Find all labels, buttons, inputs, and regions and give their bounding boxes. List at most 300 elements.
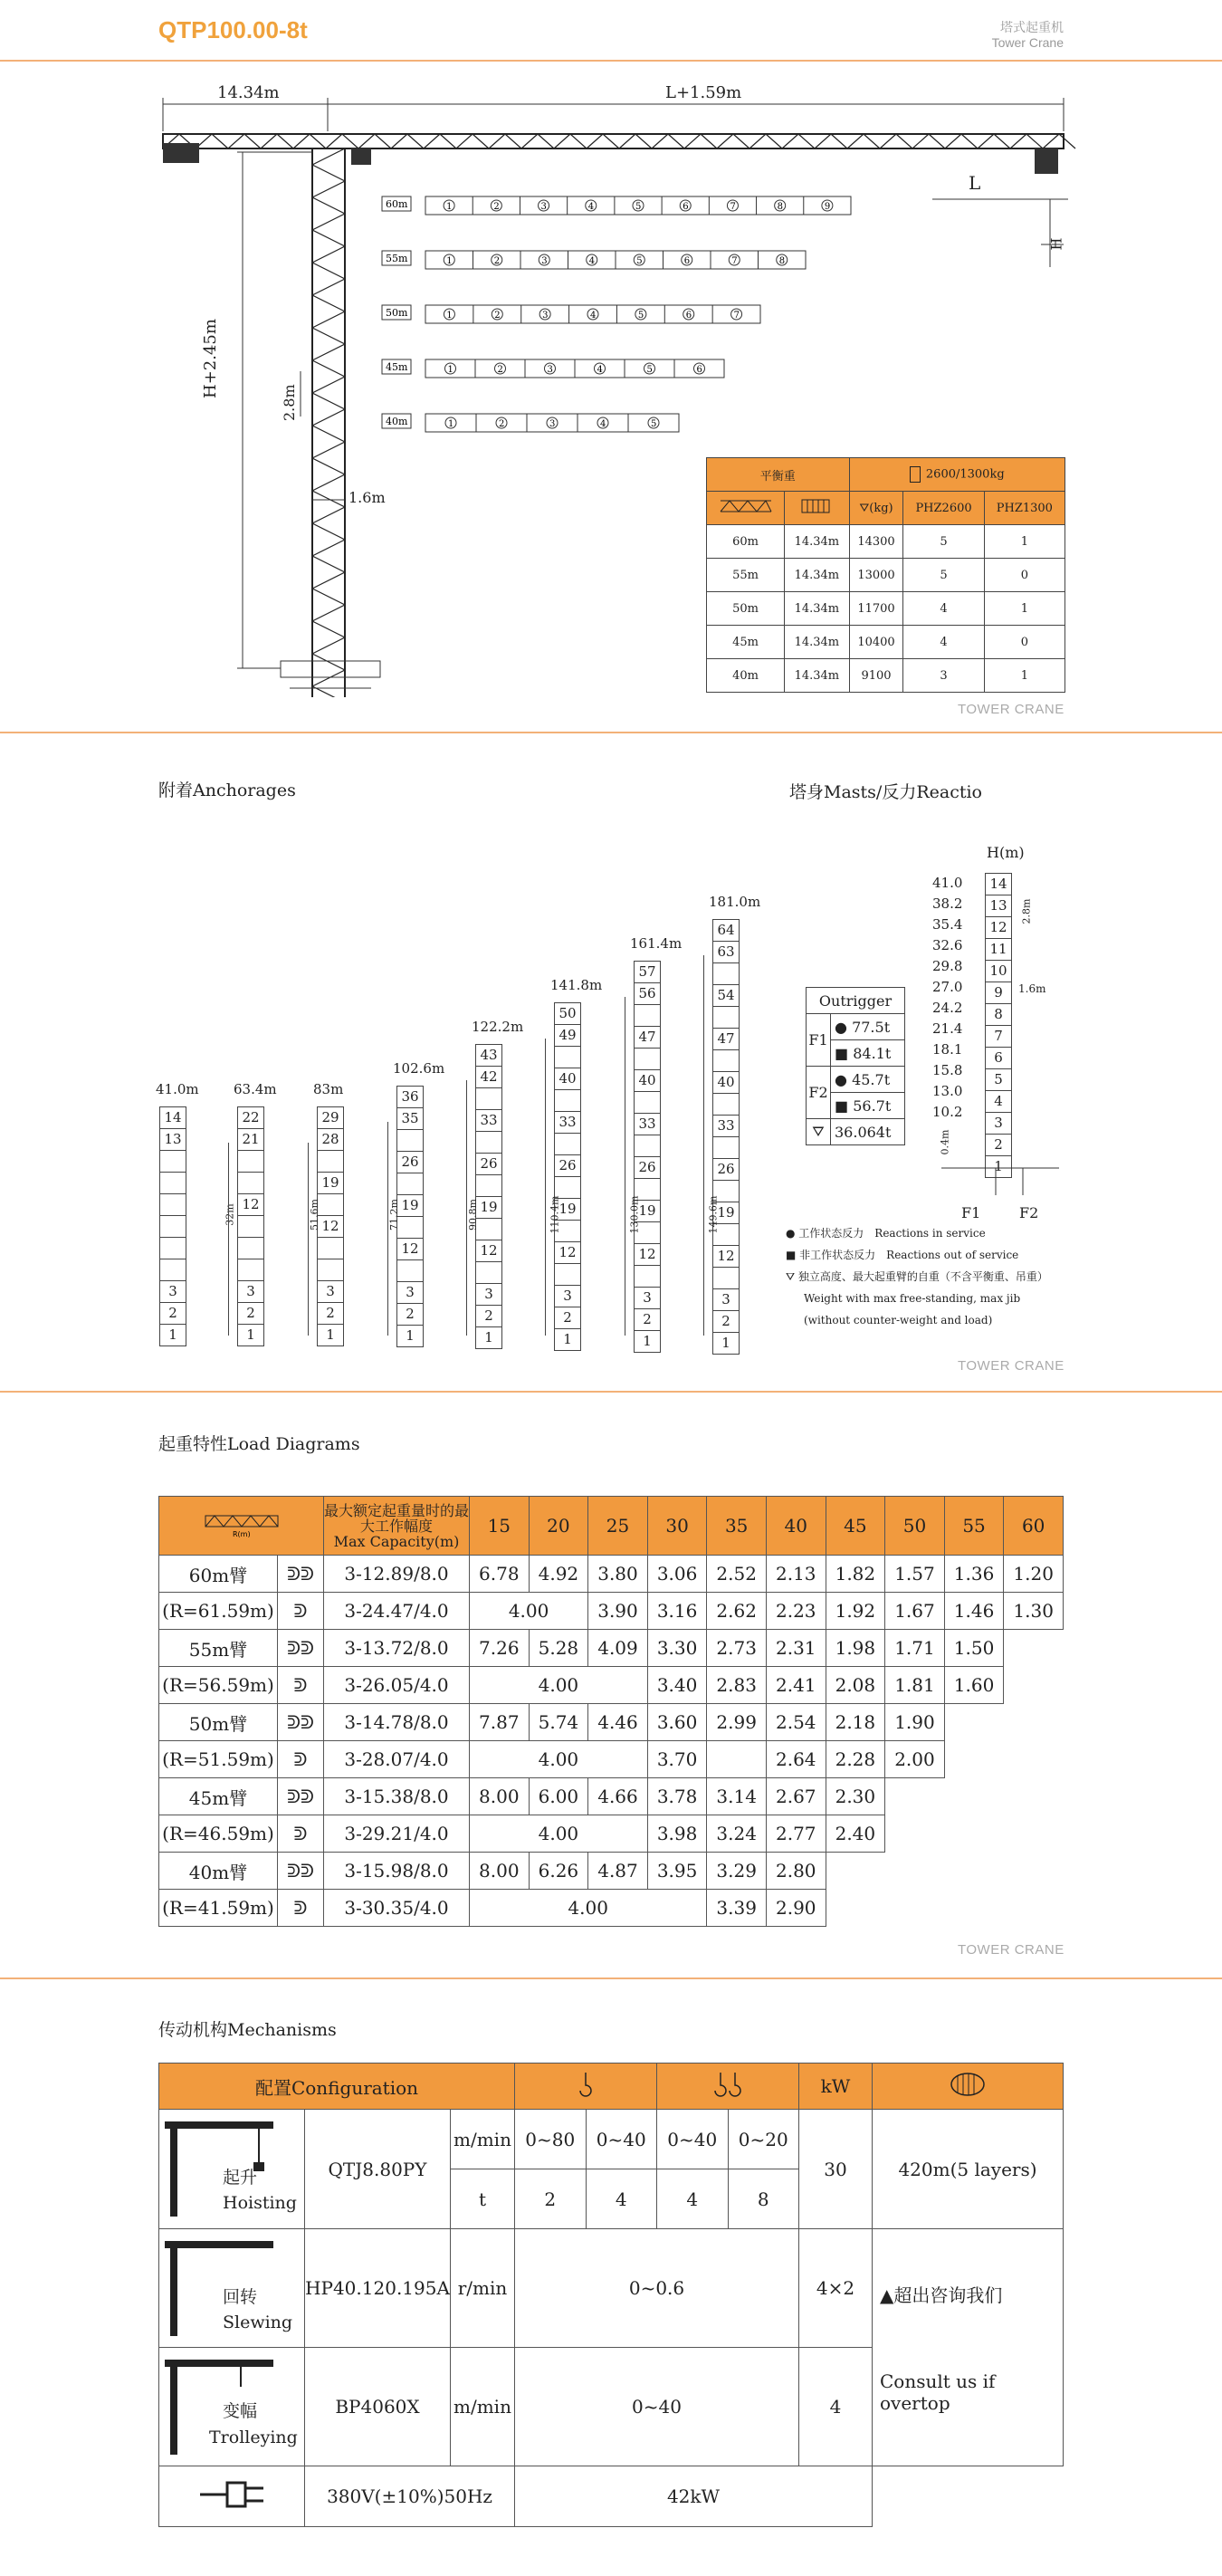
max-capacity: 3-15.38/8.0 [324,1778,470,1815]
out-service-icon: ■ [835,1096,849,1115]
jib-length-label: 50m [386,307,408,319]
cwt-head-weight: 2600/1300kg [849,458,1064,492]
load-value: 1.92 [826,1593,885,1630]
mast-section: 3 [986,1113,1011,1135]
anchor-dimension: 149.6m [707,1195,720,1234]
mast-section: 28 [318,1129,343,1151]
jib-config-1 [382,251,806,269]
mast-height-value: 18.1 [932,1041,963,1058]
mast-section: 6 [986,1048,1011,1069]
mast-section: 2 [160,1303,186,1325]
empty-cell [944,1890,1004,1927]
mast-section: 47 [635,1027,660,1049]
cwt-cell: 14300 [849,525,903,559]
anchor-dimension: 32m [224,1203,236,1226]
cwt-cell: 14.34m [785,559,849,592]
mast-section: 13 [986,895,1011,917]
cwt-cell: 0 [984,626,1064,659]
load-value: 2.31 [766,1630,826,1667]
mast-section [476,1175,501,1197]
mast-section: 36 [397,1087,423,1108]
hoist-load-2: 4 [586,2169,657,2229]
empty-cell [826,1890,885,1927]
anchor-column [554,1002,581,1351]
mast-section [397,1173,423,1195]
hoist-speed-4: 0~20 [728,2110,799,2169]
dim-H: H [1047,237,1065,251]
empty-cell [885,1890,945,1927]
load-value: 2.62 [707,1593,767,1630]
load-jib-icon [159,1497,324,1556]
mast-section: 8 [986,1004,1011,1026]
jib-section-number: 5 [651,419,657,429]
mast-section [635,1049,660,1070]
single-hook-icon: ᕲ [278,1667,324,1704]
double-hook-icon [657,2064,799,2110]
mast-section: 3 [476,1284,501,1306]
mast-section [555,1134,580,1155]
mast-section: 12 [635,1244,660,1266]
load-value: 2.52 [707,1556,767,1593]
jib-section-number: 4 [590,311,597,321]
mast-section: 40 [713,1072,739,1094]
mast-height-value: 21.4 [932,1020,963,1037]
radius-header: 40 [766,1497,826,1556]
double-hook-icon: ᕲᕲ [278,1630,324,1667]
load-value: 4.09 [588,1630,648,1667]
legend-self-weight-note: (without counter-weight and load) [804,1314,993,1326]
mast-section: 1 [994,1158,1003,1174]
mast-dim-2-8: 2.8m [1020,898,1033,924]
load-value: 3.60 [647,1704,707,1741]
mast-section: 3 [635,1288,660,1309]
mast-section: 3 [160,1281,186,1303]
cwt-row [707,592,1065,626]
mast-section: 33 [476,1110,501,1132]
empty-cell [826,1853,885,1890]
hoist-load-3: 4 [657,2169,729,2229]
mast-section: 3 [713,1289,739,1311]
outrigger-f2-in: ● 45.7t [831,1067,905,1093]
mast-section [635,1092,660,1114]
masts-title: 塔身Masts/反力Reactio [789,782,982,802]
hoist-model: QTJ8.80PY [305,2110,451,2229]
mast-section [713,1007,739,1029]
mast-section [318,1238,343,1259]
legend-in-service: ● 工作状态反力 Reactions in service [786,1227,986,1240]
mast-section: 2 [397,1304,423,1326]
anchor-column [712,919,740,1355]
mast-section: 40 [635,1070,660,1092]
single-hook-icon [515,2064,657,2110]
anchor-dimension: 51.6m [308,1199,320,1231]
divider [0,1977,1222,1979]
jib-section-number: 3 [542,311,549,321]
mast-section [160,1173,186,1194]
mast-dim-1-6: 1.6m [1018,982,1046,995]
mast-section: 11 [986,939,1011,961]
load-value: 1.50 [944,1630,1004,1667]
in-service-icon: ● [835,1070,847,1088]
mast-section [160,1259,186,1281]
mast-section: 19 [318,1173,343,1194]
outrigger-f1-out: ■ 84.1t [831,1040,905,1067]
jib-name: 60m臂 [159,1556,278,1593]
anchor-dimension-line [308,1143,309,1336]
mast-base [941,1141,1068,1204]
load-value-span: 4.00 [470,1593,588,1630]
mast-section [238,1216,263,1238]
load-value: 3.16 [647,1593,707,1630]
mast-section: 5 [986,1069,1011,1091]
load-value: 1.98 [826,1630,885,1667]
mast-head-label: H(m) [987,844,1025,861]
jib-section-number: 4 [588,256,596,266]
outrigger-table [806,987,905,1145]
radius-header: 20 [529,1497,588,1556]
empty-cell [1004,1630,1064,1667]
jib-section-number: 3 [541,256,548,266]
mast-height-value: 38.2 [932,895,963,912]
mast-section: 33 [635,1114,660,1135]
load-row [159,1593,1064,1630]
power-total: 42kW [515,2466,873,2527]
jib-section-number: 3 [540,202,547,212]
radius-header: 30 [647,1497,707,1556]
cwt-sub-phz1300: PHZ1300 [984,492,1064,525]
empty-cell [944,1778,1004,1815]
double-hook-icon: ᕲᕲ [278,1704,324,1741]
cwt-row [707,525,1065,559]
load-value: 3.30 [647,1630,707,1667]
cwt-cell: 0 [984,559,1064,592]
cwt-row [707,626,1065,659]
load-value: 2.00 [885,1741,945,1778]
footer-label: TOWER CRANE [958,1358,1064,1374]
double-hook-icon: ᕲᕲ [278,1853,324,1890]
jib-section-number: 5 [635,202,642,212]
load-value: 3.39 [707,1890,767,1927]
load-value: 1.90 [885,1704,945,1741]
cwt-cell: 1 [984,525,1064,559]
load-value: 2.28 [826,1741,885,1778]
divider [0,60,1222,62]
load-value: 1.81 [885,1667,945,1704]
divider [0,1391,1222,1393]
jib-section-number: 6 [685,311,692,321]
empty-cell [944,1704,1004,1741]
mast-section: 3 [238,1281,263,1303]
mast-section: 12 [713,1246,739,1268]
mast-section: 1 [721,1335,730,1351]
mast-section: 49 [555,1025,580,1047]
load-value: 2.67 [766,1778,826,1815]
mast-section: 12 [555,1242,580,1264]
mast-section: 43 [476,1045,501,1067]
mast-section: 2 [635,1309,660,1331]
cwt-cell: 50m [707,592,785,626]
mast-section: 3 [397,1282,423,1304]
hoist-speed-1: 0~80 [515,2110,587,2169]
hoist-unit-load: t [451,2169,515,2229]
jib-section-number: 8 [778,256,786,266]
mast-height-value: 10.2 [932,1104,963,1120]
mast-section [160,1238,186,1259]
jib-config-2 [382,305,760,323]
jib-section-number: 3 [547,365,553,375]
anchor-dimension-line [703,955,704,1336]
cwt-cell: 4 [903,626,984,659]
cwt-cell: 14.34m [785,592,849,626]
mast-section: 14 [986,874,1011,895]
hoist-kw: 30 [799,2110,873,2229]
jib-name: 45m臂 [159,1778,278,1815]
radius-header: 55 [944,1497,1004,1556]
trolleying-cell: 变幅 Trolleying [159,2348,305,2466]
jib-radius: (R=41.59m) [159,1890,278,1927]
max-capacity: 3-29.21/4.0 [324,1815,470,1853]
jib-section-number: 2 [497,365,503,375]
jib-section-number: 1 [446,256,453,266]
mast-section [713,1268,739,1289]
mast-section: 12 [476,1240,501,1262]
cwt-cell: 45m [707,626,785,659]
cwt-row [707,659,1065,693]
jib-radius: (R=61.59m) [159,1593,278,1630]
load-value: 2.80 [766,1853,826,1890]
jib-section-number: 9 [824,202,831,212]
double-hook-icon: ᕲᕲ [278,1778,324,1815]
anchor-column [159,1106,186,1346]
mast-section [476,1132,501,1154]
anchor-dimension: 71.2m [387,1199,400,1231]
f2-label: F2 [1019,1204,1039,1221]
load-value: 2.18 [826,1704,885,1741]
header-category [992,20,1064,51]
load-value: 2.90 [766,1890,826,1927]
troll-model: BP4060X [305,2348,451,2466]
empty-cell [885,1778,945,1815]
mast-section [476,1219,501,1240]
load-value: 2.73 [707,1630,767,1667]
mast-section: 33 [555,1112,580,1134]
slew-model: HP40.120.195A [305,2229,451,2348]
footer-label: TOWER CRANE [958,1942,1064,1958]
load-value [707,1741,767,1778]
outrigger-f1-in: ● 77.5t [831,1014,905,1040]
jib-section-number: 8 [777,202,784,212]
anchor-column [634,961,661,1353]
empty-cell [885,1853,945,1890]
jib-truss-icon [707,492,785,525]
jib-radius: (R=51.59m) [159,1741,278,1778]
mast-section: 1 [484,1329,493,1345]
anchor-column [317,1106,344,1346]
outrigger-f2-out: ■ 56.7t [831,1093,905,1119]
max-capacity: 3-26.05/4.0 [324,1667,470,1704]
hoist-speed-2: 0~40 [586,2110,657,2169]
load-jib-r-label: R(m) [232,1529,251,1537]
cwt-cell: 10400 [849,626,903,659]
mast-section: 26 [476,1154,501,1175]
mast-section [555,1047,580,1068]
hoisting-cell: 起升 Hoisting [159,2110,305,2229]
load-row [159,1778,1064,1815]
cwt-sub-phz2600: PHZ2600 [903,492,984,525]
jib-section-number: 2 [493,202,500,212]
jib-section-number: 7 [733,311,740,321]
load-value: 6.26 [529,1853,588,1890]
hoist-speed-3: 0~40 [657,2110,729,2169]
slew-kw: 4×2 [799,2229,873,2348]
legend-self-weight-en: Weight with max free-standing, max jib [804,1292,1021,1305]
load-value: 1.46 [944,1593,1004,1630]
mast-section: 57 [635,962,660,983]
load-value: 1.71 [885,1630,945,1667]
mast-section [160,1194,186,1216]
hoist-unit-speed: m/min [451,2110,515,2169]
mast-section: 21 [238,1129,263,1151]
max-capacity: 3-24.47/4.0 [324,1593,470,1630]
load-value: 2.30 [826,1778,885,1815]
load-table [158,1496,1064,1927]
load-value: 3.14 [707,1778,767,1815]
cwt-cell: 13000 [849,559,903,592]
mast-height-value: 27.0 [932,979,963,995]
empty-cell [885,1815,945,1853]
counterjib-icon [785,492,849,525]
load-value: 3.98 [647,1815,707,1853]
jib-section-number: 7 [731,256,738,266]
dim-2-8: 2.8m [281,384,298,421]
load-row [159,1667,1064,1704]
load-value: 3.70 [647,1741,707,1778]
mast-section: 54 [713,985,739,1007]
mast-section: 19 [476,1197,501,1219]
mast-section: 2 [555,1307,580,1329]
empty-cell [1004,1704,1064,1741]
legend-out-service: ■ 非工作状态反力 Reactions out of service [786,1249,1019,1261]
jib-section-number: 6 [683,202,689,212]
cwt-cell: 5 [903,525,984,559]
mast-height-value: 15.8 [932,1062,963,1078]
jib-config-0 [382,196,851,215]
jib-radius: (R=56.59m) [159,1667,278,1704]
jib-section-number: 1 [447,365,453,375]
slew-speed: 0~0.6 [515,2229,799,2348]
double-hook-icon: ᕲᕲ [278,1556,324,1593]
jib-section-number: 1 [446,202,453,212]
mast-section: 26 [635,1157,660,1179]
mast-height-value: 35.4 [932,916,963,933]
load-value: 3.24 [707,1815,767,1853]
load-row [159,1704,1064,1741]
load-value-span: 4.00 [470,1667,648,1704]
mast-section: 12 [397,1239,423,1260]
load-value: 8.00 [470,1778,530,1815]
load-value: 4.87 [588,1853,648,1890]
radius-header: 25 [588,1497,648,1556]
mast-section: 12 [318,1216,343,1238]
jib-section-number: 5 [637,311,644,321]
weight-block-icon [910,466,921,483]
mast-section [397,1217,423,1239]
divider [0,732,1222,733]
cwt-cell: 14.34m [785,626,849,659]
mast-section: 2 [713,1311,739,1333]
mast-section [160,1151,186,1173]
anchor-column [237,1106,264,1346]
max-capacity: 3-12.89/8.0 [324,1556,470,1593]
anchor-column-height: 141.8m [550,977,603,993]
mast-section: 64 [713,920,739,942]
mast-section: 33 [713,1116,739,1137]
load-value: 3.40 [647,1667,707,1704]
cwt-cell: 55m [707,559,785,592]
load-row [159,1741,1064,1778]
dim-L: L [969,172,981,194]
max-capacity: 3-30.35/4.0 [324,1890,470,1927]
load-value-span: 4.00 [470,1815,648,1853]
mast-section: 2 [476,1306,501,1327]
load-title: 起重特性Load Diagrams [158,1434,360,1454]
load-value: 2.99 [707,1704,767,1741]
mast-section [713,963,739,985]
mast-section: 56 [635,983,660,1005]
mast-section [318,1259,343,1281]
load-value: 4.92 [529,1556,588,1593]
mast-section: 26 [555,1155,580,1177]
jib-section-number: 7 [730,202,736,212]
load-value: 2.54 [766,1704,826,1741]
anchor-dimension-line [466,1080,467,1336]
load-row [159,1815,1064,1853]
jib-section-number: 6 [696,365,702,375]
anchor-dimension: 90.8m [466,1199,479,1231]
mast-section: 12 [986,917,1011,939]
load-value: 1.82 [826,1556,885,1593]
load-value: 2.83 [707,1667,767,1704]
load-value: 3.78 [647,1778,707,1815]
mast-section: 19 [397,1195,423,1217]
jib-section-number: 4 [597,365,603,375]
mast-section [238,1151,263,1173]
mast-section: 10 [986,961,1011,982]
page-title: QTP100.00-8t [158,16,308,43]
cwt-cell: 60m [707,525,785,559]
anchor-column [475,1044,502,1349]
load-value-span: 4.00 [470,1741,648,1778]
jib-name: 55m臂 [159,1630,278,1667]
load-value-span: 4.00 [470,1890,707,1927]
empty-cell [1004,1778,1064,1815]
empty-cell [1004,1853,1064,1890]
mast-section: 2 [318,1303,343,1325]
load-value: 2.77 [766,1815,826,1853]
radius-header: 50 [885,1497,945,1556]
mast-section [555,1090,580,1112]
mast-section: 19 [555,1199,580,1221]
empty-cell [1004,1741,1064,1778]
in-service-icon: ● [835,1018,847,1036]
mast-section: 1 [168,1326,177,1343]
mast-section: 26 [713,1159,739,1181]
mast-section: 14 [160,1107,186,1129]
load-value: 8.00 [470,1853,530,1890]
load-value: 2.08 [826,1667,885,1704]
counterweight-table [706,457,1065,693]
empty-cell [1004,1890,1064,1927]
